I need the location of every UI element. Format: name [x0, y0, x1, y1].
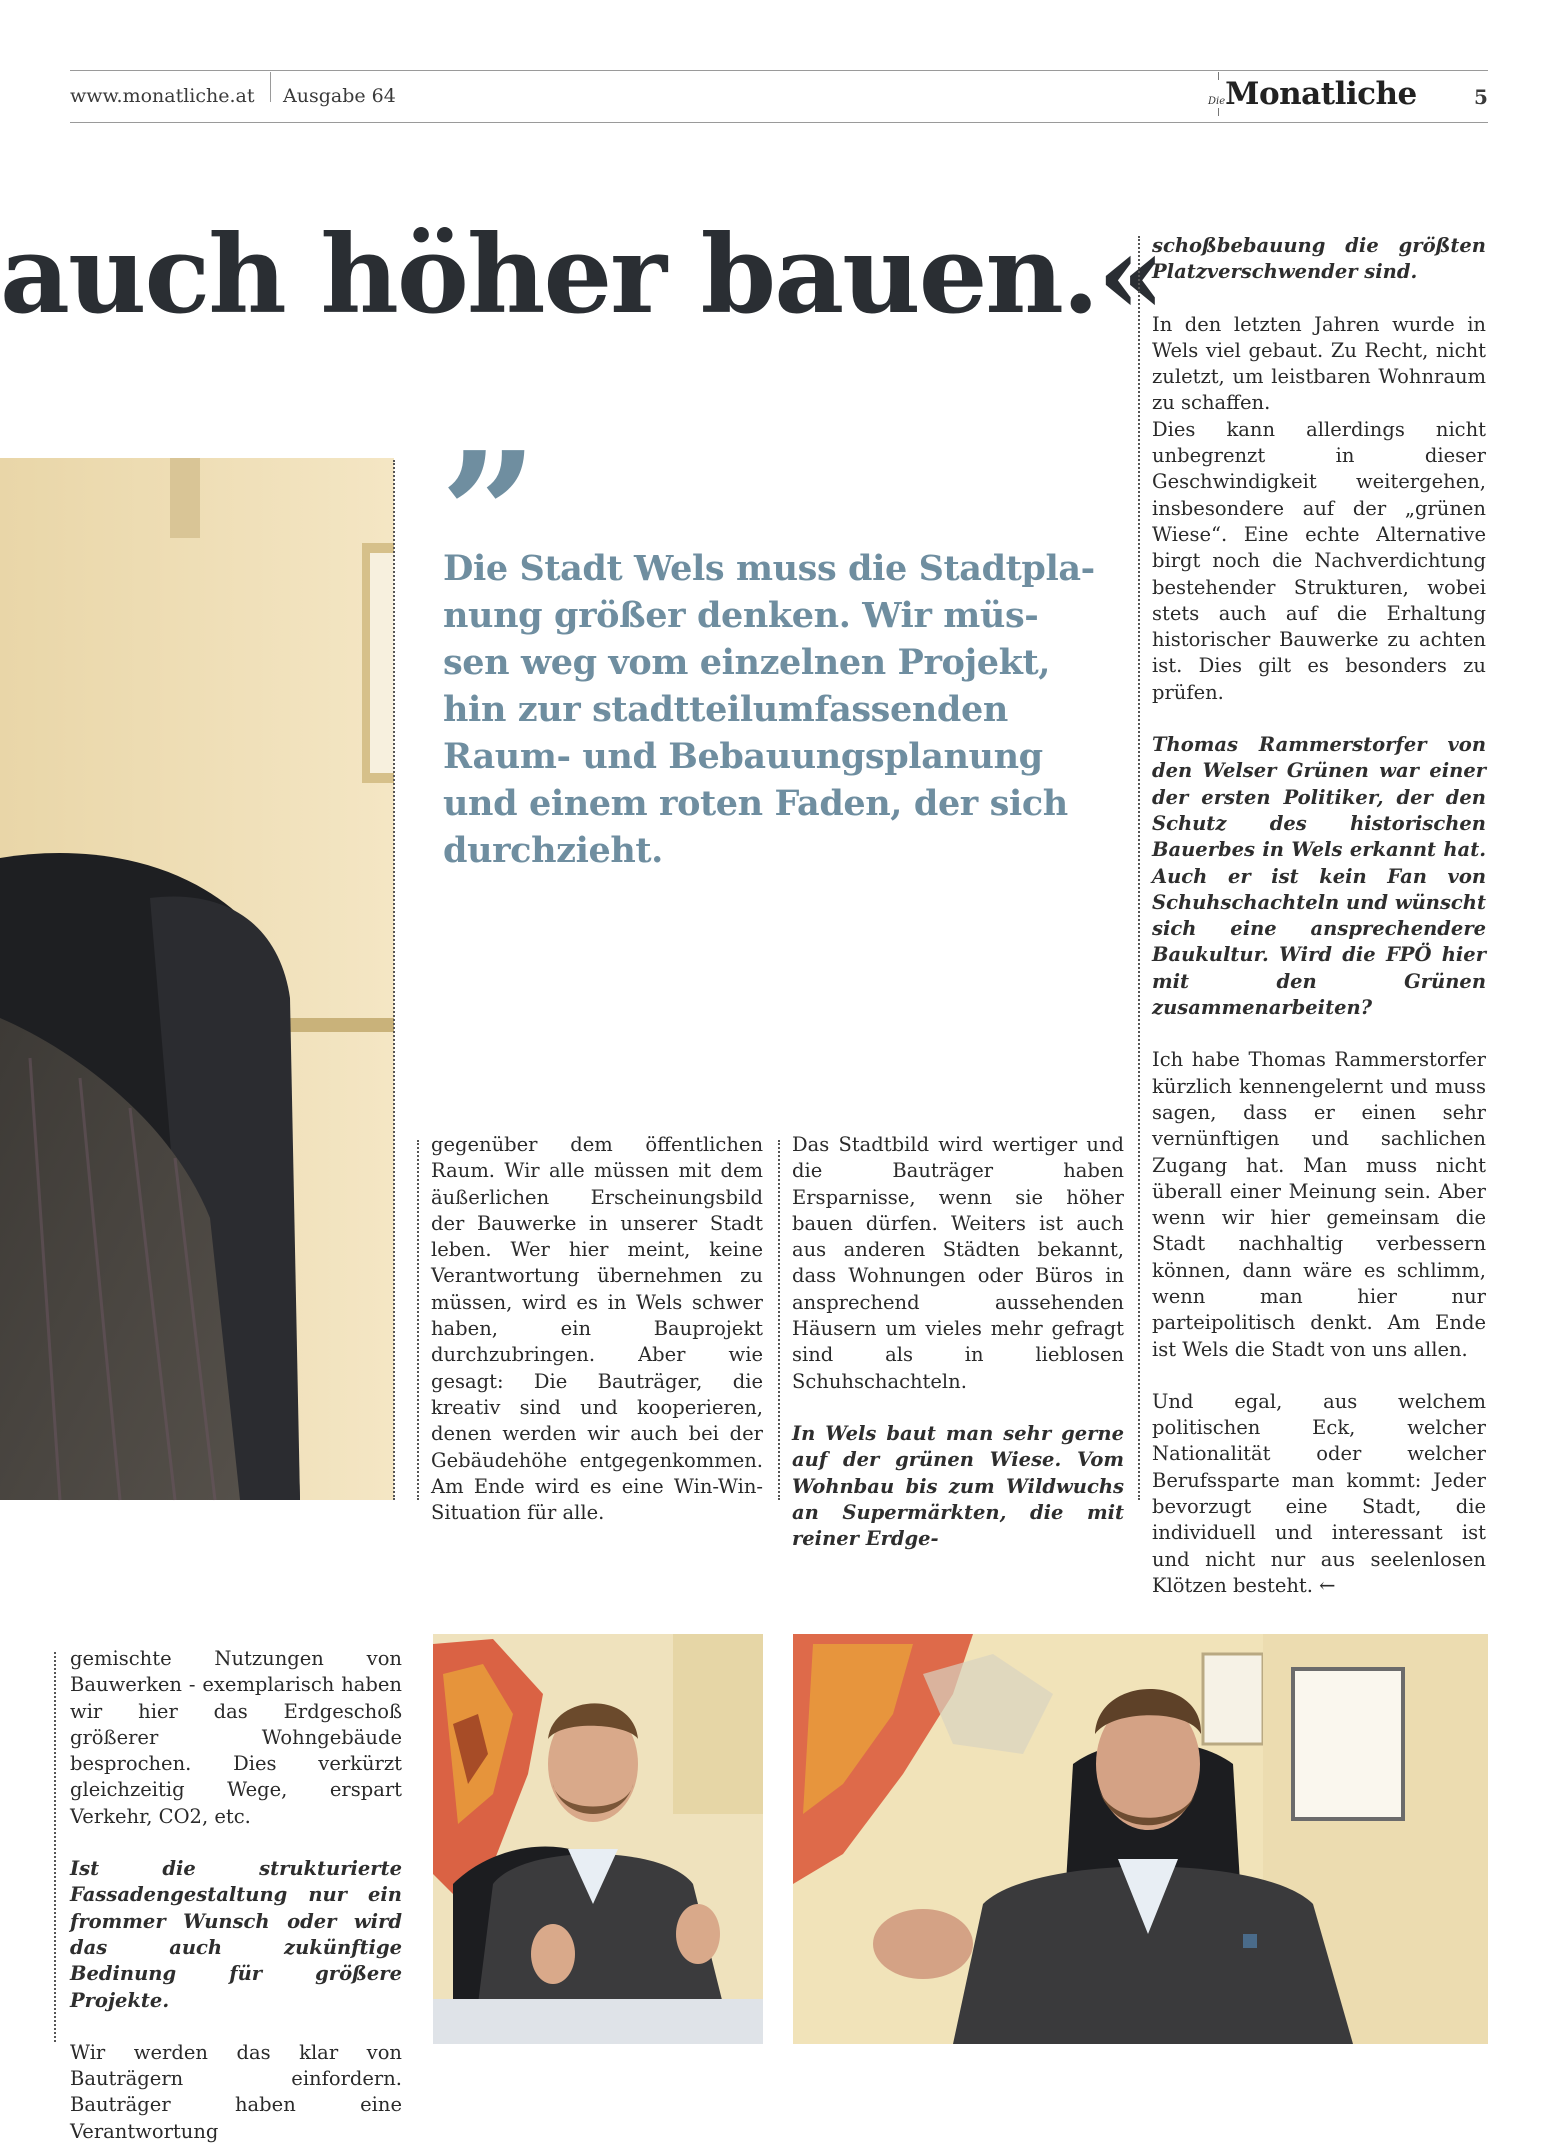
header-top-rule — [70, 70, 1488, 71]
column-divider — [417, 1140, 419, 1500]
logo-tick-bottom — [1218, 108, 1219, 116]
column-divider — [778, 1140, 780, 1500]
pull-quote-line: hin zur stadtteilumfassenden — [443, 689, 1008, 730]
pull-quote-line: Raum- und Bebauungsplanung — [443, 736, 1043, 777]
page-number: 5 — [1474, 85, 1488, 109]
column-divider — [54, 1652, 56, 2042]
paragraph: In den letzten Jahren wurde in Wels viel gebaut. Zu Recht, nicht zuletzt, um leistbaren Wohnraum zu schaffen. — [1152, 312, 1486, 415]
article-column-mid-right — [792, 1132, 1124, 1552]
paragraph: Das Stadtbild wird wertiger und die Bauträger haben Ersparnisse, wenn sie höher bauen dürfen. Weiters ist auch aus anderen Städten bekannt, dass Wohnungen oder Büros in ansprechend aussehenden Häusern um vieles mehr gefragt sind als in lieblosen Schuhschachteln. — [792, 1133, 1124, 1393]
main-photo — [0, 458, 394, 1500]
interview-question: Ist die strukturierte Fassadengestaltung nur ein frommer Wunsch oder wird das auch zukünftige Bedinung für größere Projekte. — [70, 1857, 402, 2012]
article-column-bottom-left — [70, 1646, 402, 2145]
pull-quote-line: durchzieht. — [443, 830, 663, 871]
interview-photo-gesturing — [793, 1634, 1488, 2044]
interview-question: In Wels baut man sehr gerne auf der grünen Wiese. Vom Wohnbau bis zum Wildwuchs an Supermärkten, die mit reiner Erdge- — [792, 1421, 1124, 1551]
masthead-logo — [1208, 76, 1417, 112]
pull-quote-line: Die Stadt Wels muss die Stadtpla- — [443, 548, 1095, 589]
logo-name: Monatliche — [1225, 76, 1417, 112]
logo-prefix: Die — [1208, 96, 1226, 107]
pull-quote-line: und einem roten Faden, der sich — [443, 783, 1068, 824]
end-arrow-icon: ← — [1319, 1573, 1336, 1597]
header-bottom-rule — [70, 122, 1488, 123]
paragraph: Dies kann allerdings nicht unbegrenzt in dieser Geschwindigkeit weitergehen, insbesondere auf der „grünen Wiese“. Eine echte Alternative birgt noch die Nachverdichtung bestehender Strukturen, wobei stets auch auf die Erhaltung historischer Bauwerke zu achten ist. Dies gilt es besonders zu prüfen. — [1152, 417, 1486, 704]
quote-mark-icon: ” — [440, 415, 538, 615]
paragraph: gemischte Nutzungen von Bauwerken - exemplarisch haben wir hier das Erdgeschoß größerer Wohngebäude besprochen. Dies verkürzt gleichzeitig Wege, erspart Verkehr, CO2, etc. — [70, 1647, 402, 1828]
interview-question: schoßbebauung die größten Platzverschwender sind. — [1152, 234, 1486, 284]
interview-photo-smiling — [433, 1634, 763, 2044]
photo-divider — [393, 460, 395, 1500]
article-column-right — [1152, 233, 1486, 1599]
paragraph: Ich habe Thomas Rammerstorfer kürzlich kennengelernt und muss sagen, dass er einen sehr vernünftigen und sachlichen Zugang hat. Man muss nicht überall einer Meinung sein. Aber wenn wir hier gemeinsam die Stadt nachhaltig verbessern können, dann wäre es schlimm, wenn man hier nur parteipolitisch denkt. Am Ende ist Wels die Stadt von uns allen. — [1152, 1048, 1486, 1361]
column-divider — [1138, 236, 1140, 1500]
pull-quote-line: nung größer denken. Wir müs- — [443, 595, 1039, 636]
paragraph: gegenüber dem öffentlichen Raum. Wir alle müssen mit dem äußerlichen Erscheinungsbild der Bauwerke in unserer Stadt leben. Wer hier meint, keine Verantwortung übernehmen zu müssen, wird es in Wels schwer haben, ein Bauprojekt durchzubringen. Aber wie gesagt: Die Bauträger, die kreativ sind und kooperieren, denen werden wir auch bei der Gebäudehöhe entgegenkommen. Am Ende wird es eine Win-Win-Situation für alle. — [431, 1133, 763, 1525]
paragraph — [1152, 1389, 1486, 1599]
header-separator — [270, 72, 271, 102]
logo-tick — [1218, 72, 1219, 80]
pull-quote — [443, 545, 1123, 874]
paragraph: Wir werden das klar von Bauträgern einfordern. Bauträger haben eine Verantwortung — [70, 2040, 402, 2143]
headline: auch höher bauen.« — [0, 212, 1164, 338]
article-column-mid-left — [431, 1132, 763, 1526]
interview-question: Thomas Rammerstorfer von den Welser Grünen war einer der ersten Politiker, der den Schutz des historischen Bauerbes in Wels erkannt hat. Auch er ist kein Fan von Schuhschachteln und wünscht sich eine ansprechendere Baukultur. Wird die FPÖ hier mit den Grünen zusammenarbeiten? — [1152, 733, 1486, 1020]
pull-quote-line: sen weg vom einzelnen Projekt, — [443, 642, 1050, 683]
website-url[interactable]: www.monatliche.at — [70, 85, 255, 107]
paragraph-text: Und egal, aus welchem politischen Eck, welcher Nationalität oder welcher Berufssparte man kommt: Jeder bevorzugt eine Stadt, die individuell und interessant ist und nicht nur aus seelenlosen Klötzen besteht. — [1152, 1389, 1486, 1597]
issue-number: Ausgabe 64 — [283, 85, 396, 107]
